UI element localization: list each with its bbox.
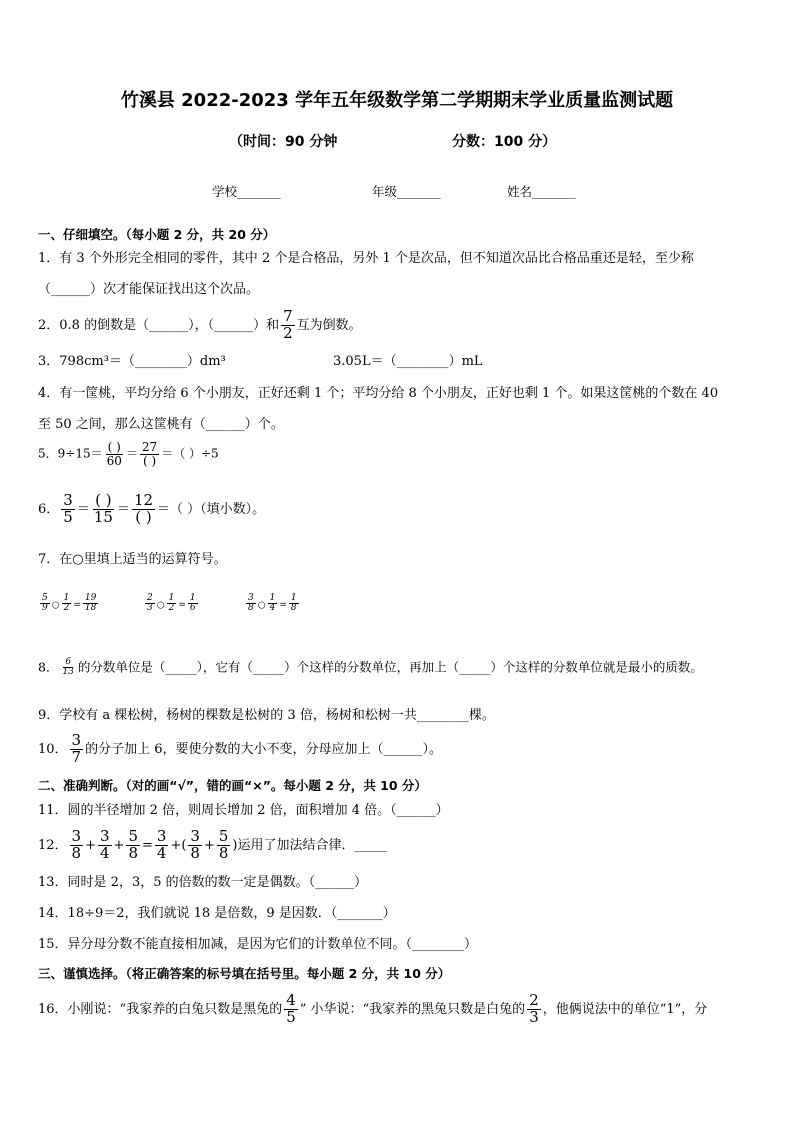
- question-10: 10． $\frac{3}{7}$ 的分子加上 6，要使分数的大小不变，分母应加上（______）。: [38, 731, 442, 766]
- question-6: 6． $\frac{3}{5}$ ＝ $\frac{( )}{15}$ ＝ $\frac{12}{( )}$ ＝（ ）（填小数）。: [38, 491, 266, 526]
- question-4-line-1: 4．有一筐桃，平均分给 6 个小朋友，正好还剩 1 个；平均分给 8 个小朋友，正好也剩 1 个。如果这筐桃的个数在 40: [38, 386, 719, 401]
- question-1-line-2: （______）次才能保证找出这个次品。: [38, 282, 260, 297]
- question-7: 7．在○里填上适当的运算符号。: [38, 552, 227, 567]
- question-15: 15．异分母分数不能直接相加减，是因为它们的计数单位不同。（________）: [38, 937, 478, 952]
- question-3b: 3.05L＝（________）mL: [333, 354, 483, 369]
- question-9: 9．学校有 a 棵松树，杨树的棵数是松树的 3 倍，杨树和松树一共________棵。: [38, 708, 495, 723]
- q7-expression-1: $\frac{5}{9}$ ○ $\frac{1}{2}$ = $\frac{19}{18}$: [42, 593, 97, 614]
- q7-expression-2: $\frac{2}{3}$ ○ $\frac{1}{2}$ = $\frac{1}{6}$: [147, 593, 196, 614]
- grade-field[interactable]: 年级_______: [372, 184, 441, 199]
- question-13: 13．同时是 2，3，5 的倍数的数一定是偶数。（______）: [38, 875, 368, 890]
- question-8: 8． $\frac{6}{13}$ 的分数单位是（_____），它有（_____）个这样的分数单位，再加上（_____）个这样的分数单位就是最小的质数。: [38, 657, 703, 678]
- school-field[interactable]: 学校_______: [212, 184, 281, 199]
- page-title: 竹溪县 2022-2023 学年五年级数学第二学期期末学业质量监测试题: [120, 90, 674, 111]
- question-16: 16．小刚说：“我家养的白兔只数是黑兔的 $\frac{4}{5}$ ” 小华说：“我家养的黑兔只数是白兔的 $\frac{2}{3}$ ，他俩说法中的单位“1”，分: [38, 991, 708, 1026]
- q7-expression-3: $\frac{3}{8}$ ○ $\frac{1}{4}$ = $\frac{1}{8}$: [248, 593, 297, 614]
- exam-time: （时间：90 分钟: [229, 134, 338, 150]
- question-11: 11．圆的半径增加 2 倍，则周长增加 2 倍，面积增加 4 倍。（______）: [38, 803, 449, 818]
- section-heading-3: 三、谨慎选择。（将正确答案的标号填在括号里。每小题 2 分，共 10 分）: [38, 966, 451, 981]
- question-3a: 3．798cm³＝（________）dm³: [38, 354, 226, 369]
- name-field[interactable]: 姓名_______: [507, 184, 576, 199]
- question-12: 12． $\frac{3}{8}$ + $\frac{3}{4}$ + $\frac{5}{8}$ = $\frac{3}{4}$ +( $\frac{3}{8}$ + $\frac{5}{8}$ )运用了加法结合律．_____: [38, 827, 388, 862]
- question-4-line-2: 至 50 之间，那么这筐桃有（______）个。: [38, 417, 284, 432]
- section-heading-1: 一、仔细填空。（每小题 2 分，共 20 分）: [38, 227, 276, 242]
- question-2: 2．0.8 的倒数是（______），（______）和 $\frac{7}{2}$ 互为倒数。: [38, 307, 362, 342]
- section-heading-2: 二、准确判断。（对的画“√”，错的画“×”。每小题 2 分，共 10 分）: [38, 778, 427, 793]
- question-14: 14．18÷9＝2，我们就说 18 是倍数，9 是因数．（_______）: [38, 906, 396, 921]
- question-1-line-1: 1．有 3 个外形完全相同的零件，其中 2 个是合格品，另外 1 个是次品，但不知道次品比合格品重还是轻，至少称: [38, 251, 694, 266]
- question-5: 5．9÷15＝ $\frac{( )}{60}$ ＝ $\frac{27}{( )}$ ＝（ ）÷5: [38, 440, 219, 468]
- exam-score: 分数：100 分）: [452, 134, 557, 150]
